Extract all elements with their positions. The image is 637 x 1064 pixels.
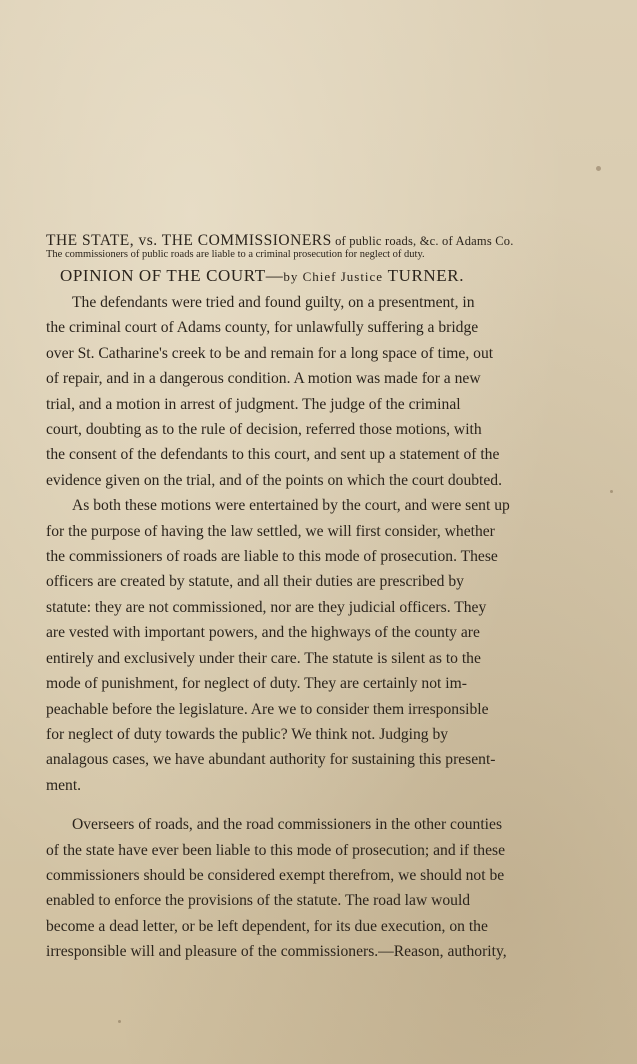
text-line: the consent of the defendants to this court, and sent up a statement of the — [46, 446, 500, 464]
text-line: irresponsible will and pleasure of the commissioners.—Reason, authority, — [46, 943, 507, 961]
opinion-prefix: OPINION OF THE COURT— — [60, 266, 284, 285]
text-line: ment. — [46, 776, 82, 794]
text-line: evidence given on the trial, and of the points on which the court doubted. — [46, 471, 502, 489]
text-line: mode of punishment, for neglect of duty. They are certainly not im- — [46, 675, 467, 693]
text-line: court, doubting as to the rule of decision, referred those motions, with — [46, 421, 482, 439]
paragraph-3 — [46, 812, 608, 964]
text-line: entirely and exclusively under their care. The statute is silent as to the — [46, 649, 481, 667]
case-title — [46, 232, 608, 250]
text-line: commissioners should be considered exempt therefrom, we should not be — [46, 866, 505, 884]
text-line: analagous cases, we have abundant authority for sustaining this present- — [46, 751, 496, 769]
case-title-caps: THE STATE, vs. THE COMMISSIONERS — [46, 232, 332, 249]
text-line: of repair, and in a dangerous condition. A motion was made for a new — [46, 370, 481, 388]
paper-speck — [596, 166, 601, 171]
text-line: As both these motions were entertained by the court, and were sent up — [72, 497, 510, 515]
case-title-rest: of public roads, &c. of Adams Co. — [331, 234, 514, 248]
opinion-heading — [46, 265, 608, 288]
text-line: become a dead letter, or be left dependent, for its due execution, on the — [46, 917, 488, 935]
text-line: of the state have ever been liable to this mode of prosecution; and if these — [46, 841, 505, 859]
text-line: The defendants were tried and found guilty, on a presentment, in — [72, 294, 475, 311]
case-summary: The commissioners of public roads are liable to a criminal prosecution for neglect of duty. — [46, 249, 425, 260]
text-line: for the purpose of having the law settled, we will first consider, whether — [46, 522, 495, 540]
paragraph-1 — [46, 290, 608, 493]
text-line: statute: they are not commissioned, nor are they judicial officers. They — [46, 598, 487, 616]
text-line: are vested with important powers, and the highways of the county are — [46, 624, 480, 642]
text-line: Overseers of roads, and the road commissioners in the other counties — [72, 816, 503, 834]
opinion-by: by Chief Justice — [283, 269, 384, 284]
page-text — [46, 232, 608, 965]
text-line: enabled to enforce the provisions of the statute. The road law would — [46, 892, 471, 910]
paragraph-2 — [46, 493, 608, 798]
text-line: over St. Catharine's creek to be and remain for a long space of time, out — [46, 344, 494, 362]
paper-speck — [610, 490, 613, 493]
paper-speck — [118, 1020, 121, 1023]
text-line: for neglect of duty towards the public? We think not. Judging by — [46, 725, 449, 743]
opinion-justice: TURNER. — [383, 266, 465, 285]
text-line: peachable before the legislature. Are we to consider them irresponsible — [46, 700, 489, 718]
text-line: trial, and a motion in arrest of judgment. The judge of the criminal — [46, 395, 461, 413]
text-line: the criminal court of Adams county, for unlawfully suffering a bridge — [46, 319, 479, 337]
text-line: the commissioners of roads are liable to this mode of prosecution. These — [46, 548, 498, 566]
text-line: officers are created by statute, and all their duties are prescribed by — [46, 573, 464, 591]
